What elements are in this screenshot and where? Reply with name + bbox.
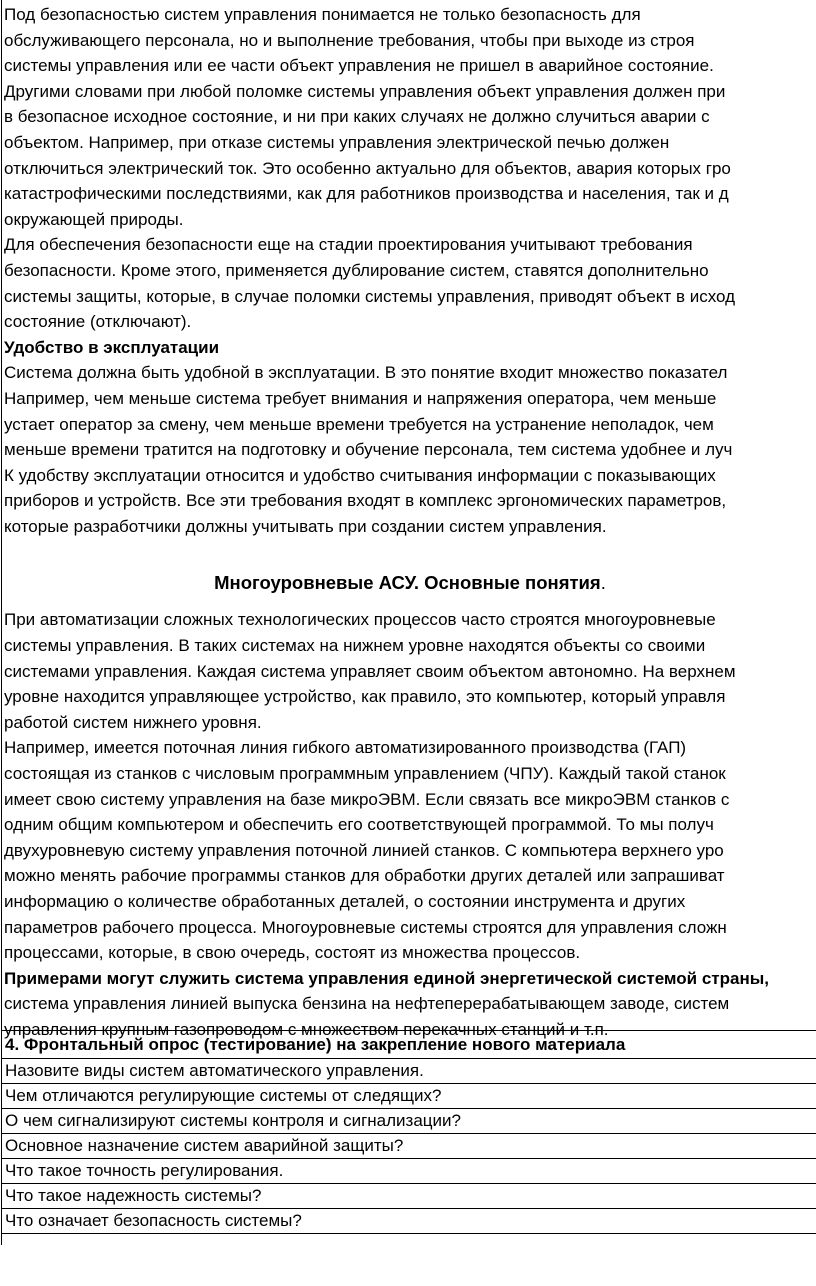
text-line: системы управления. В таких системах на нижнем уровне находятся объекты со своими (4, 636, 706, 656)
text-line: системы управления или ее части объект управления не пришел в аварийное состояние. (4, 56, 714, 76)
text-line: одним общим компьютером и обеспечить его соответствующей программой. То мы получ (4, 815, 714, 835)
text-line: можно менять рабочие программы станков для обработки других деталей или запрашиват (4, 866, 725, 886)
text-line: объектом. Например, при отказе системы управления электрической печью должен (4, 132, 670, 152)
text-line: Например, чем меньше система требует внимания и напряжения оператора, чем меньше (4, 388, 717, 408)
text-line: Под безопасностью систем управления понимается не только безопасность для (4, 5, 641, 24)
question-cell: Что означает безопасность системы? (2, 1209, 816, 1234)
table-row (2, 1159, 816, 1184)
table-row (2, 1109, 816, 1134)
text-line: управления крупным газопроводом с множеством перекачных станций и т.п. (4, 1019, 609, 1039)
multilevel-title: Многоуровневые АСУ. Основные понятия. (214, 572, 606, 594)
text-line: работой систем нижнего уровня. (4, 712, 262, 732)
text-line: процессами, которые, в свою очередь, состоят из множества процессов. (4, 943, 581, 963)
table-row (2, 1059, 816, 1084)
question-cell: Назовите виды систем автоматического управления. (2, 1059, 816, 1084)
text-line: состоящая из станков с числовым программным управлением (ЧПУ). Каждый такой станок (4, 764, 726, 784)
table-row (2, 1134, 816, 1159)
text-line: Примерами могут служить система управления единой энергетической системой страны, (4, 968, 769, 988)
text-line: имеет свою систему управления на базе микроЭВМ. Если связать все микроЭВМ станков с (4, 789, 730, 809)
text-line: в безопасное исходное состояние, и ни при каких случаях не должно случиться аварии с (4, 107, 710, 127)
text-line: безопасности. Кроме этого, применяется дублирование систем, ставятся дополнительно (4, 260, 709, 280)
text-line: катастрофическими последствиями, как для работников производства и населения, так и д (4, 184, 729, 204)
text-line: система управления линией выпуска бензина на нефтеперерабатывающем заводе, систем (4, 994, 730, 1014)
table-header-row (2, 1031, 816, 1059)
document-body (4, 2, 816, 1043)
section4-heading: 4. Фронтальный опрос (тестирование) на закрепление нового материала (2, 1031, 816, 1059)
text-line: обслуживающего персонала, но и выполнение требования, чтобы при выходе из строя (4, 30, 695, 50)
question-cell: О чем сигнализируют системы контроля и сигнализации? (2, 1109, 816, 1134)
text-line: Система должна быть удобной в эксплуатации. В это понятие входит множество показател (4, 363, 728, 383)
question-cell: Основное назначение систем аварийной защиты? (2, 1134, 816, 1159)
questions-table (1, 1030, 816, 1234)
multilevel-paragraph (4, 607, 816, 965)
text-line: Другими словами при любой поломке системы управления объект управления должен при (4, 81, 726, 101)
table-row (2, 1184, 816, 1209)
text-line: системами управления. Каждая система управляет своим объектом автономно. На верхнем (4, 661, 736, 681)
text-line: меньше времени тратится на подготовку и обучение персонала, тем система удобнее и луч (4, 440, 733, 460)
text-line: К удобству эксплуатации относится и удобство считывания информации с показывающих (4, 465, 716, 485)
question-cell: Что такое надежность системы? (2, 1184, 816, 1209)
text-line: устает оператор за смену, чем меньше времени требуется на устранение неполадок, чем (4, 414, 714, 434)
usability-heading: Удобство в эксплуатации (4, 337, 220, 357)
text-line: Для обеспечения безопасности еще на стадии проектирования учитывают требования (4, 235, 693, 255)
text-line: двухуровневую систему управления поточной линией станков. С компьютера верхнего уро (4, 840, 724, 860)
safety-paragraph (4, 2, 816, 335)
text-line: состояние (отключают). (4, 312, 192, 332)
usability-paragraph (4, 360, 816, 539)
text-line: Например, имеется поточная линия гибкого автоматизированного производства (ГАП) (4, 738, 687, 758)
question-cell: Чем отличаются регулирующие системы от следящих? (2, 1084, 816, 1109)
text-line: отключиться электрический ток. Это особенно актуально для объектов, авария которых гро (4, 158, 731, 178)
text-line: уровне находится управляющее устройство, как правило, это компьютер, который управля (4, 687, 726, 707)
question-cell: Что такое точность регулирования. (2, 1159, 816, 1184)
text-line: приборов и устройств. Все эти требования входят в комплекс эргономических параметров, (4, 491, 727, 511)
table-row (2, 1209, 816, 1234)
text-line: системы защиты, которые, в случае поломки системы управления, приводят объект в исход (4, 286, 736, 306)
text-line: параметров рабочего процесса. Многоуровневые системы строятся для управления сложн (4, 917, 727, 937)
text-line: которые разработчики должны учитывать при создании систем управления. (4, 516, 607, 536)
text-line: информацию о количестве обработанных деталей, о состоянии инструмента и других (4, 892, 686, 911)
text-line: При автоматизации сложных технологических процессов часто строятся многоуровневые (4, 610, 716, 630)
text-line: окружающей природы. (4, 209, 184, 229)
table-row (2, 1084, 816, 1109)
